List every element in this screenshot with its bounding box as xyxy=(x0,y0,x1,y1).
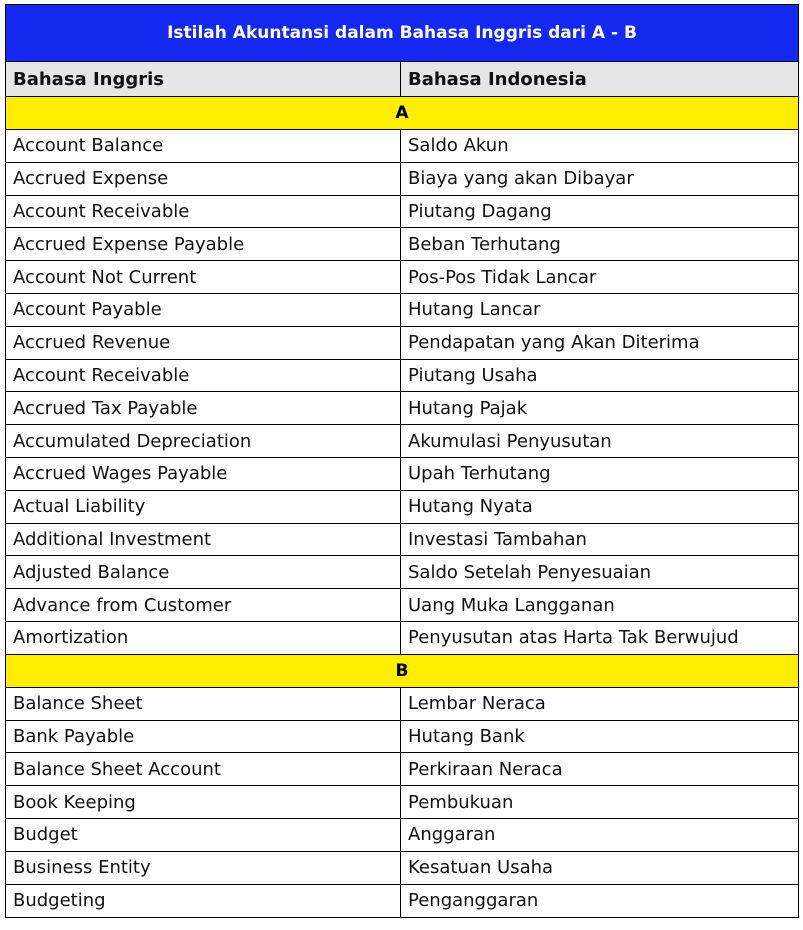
term-english: Budget xyxy=(6,819,401,851)
table-row xyxy=(6,556,798,589)
term-english: Account Not Current xyxy=(6,261,401,293)
term-indonesian: Hutang Pajak xyxy=(408,397,528,419)
term-english: Accrued Expense Payable xyxy=(6,228,401,260)
term-indonesian: Hutang Nyata xyxy=(408,496,533,518)
term-indonesian: Hutang Lancar xyxy=(408,299,541,321)
table-row xyxy=(6,852,798,885)
term-english: Advance from Customer xyxy=(6,589,401,621)
term-english: Budgeting xyxy=(6,885,401,918)
term-english: Accumulated Depreciation xyxy=(6,425,401,457)
term-indonesian: Perkiraan Neraca xyxy=(408,758,563,780)
table-row xyxy=(6,885,798,918)
table-row xyxy=(6,392,798,425)
header-bahasa-indonesia: Bahasa Indonesia xyxy=(408,68,587,90)
table-title: Istilah Akuntansi dalam Bahasa Inggris dari A - B xyxy=(6,5,798,62)
term-indonesian: Hutang Bank xyxy=(408,725,525,747)
term-english: Accrued Expense xyxy=(6,163,401,195)
table-body xyxy=(6,97,798,917)
term-english: Account Receivable xyxy=(6,360,401,392)
table-row xyxy=(6,196,798,229)
term-indonesian: Saldo Setelah Penyesuaian xyxy=(408,561,652,583)
term-indonesian: Anggaran xyxy=(408,824,496,846)
term-english: Bank Payable xyxy=(6,721,401,753)
term-english: Balance Sheet Account xyxy=(6,753,401,785)
term-indonesian: Upah Terhutang xyxy=(408,463,551,485)
term-english: Account Receivable xyxy=(6,196,401,228)
table-row xyxy=(6,261,798,294)
table-row xyxy=(6,327,798,360)
table-row xyxy=(6,130,798,163)
term-indonesian: Kesatuan Usaha xyxy=(408,857,554,879)
term-indonesian: Penganggaran xyxy=(408,890,539,912)
table-row xyxy=(6,524,798,557)
table-row xyxy=(6,458,798,491)
term-indonesian: Pos-Pos Tidak Lancar xyxy=(408,266,597,288)
term-indonesian: Pembukuan xyxy=(408,791,514,813)
table-row xyxy=(6,425,798,458)
table-row xyxy=(6,688,798,721)
table-row xyxy=(6,622,798,655)
term-indonesian: Penyusutan atas Harta Tak Berwujud xyxy=(408,627,739,649)
table-row xyxy=(6,819,798,852)
term-english: Account Payable xyxy=(6,294,401,326)
term-indonesian: Lembar Neraca xyxy=(408,693,546,715)
table-row xyxy=(6,163,798,196)
glossary-table xyxy=(5,4,799,918)
term-indonesian: Piutang Dagang xyxy=(408,200,552,222)
term-indonesian: Akumulasi Penyusutan xyxy=(408,430,612,452)
term-indonesian: Investasi Tambahan xyxy=(408,528,587,550)
term-indonesian: Uang Muka Langganan xyxy=(408,594,615,616)
term-english: Accrued Revenue xyxy=(6,327,401,359)
term-indonesian: Piutang Usaha xyxy=(408,364,538,386)
term-english: Amortization xyxy=(6,622,401,654)
term-indonesian: Saldo Akun xyxy=(408,135,509,157)
table-row xyxy=(6,360,798,393)
term-indonesian: Biaya yang akan Dibayar xyxy=(408,168,634,190)
term-english: Adjusted Balance xyxy=(6,556,401,588)
term-english: Balance Sheet xyxy=(6,688,401,720)
term-english: Additional Investment xyxy=(6,524,401,556)
term-english: Accrued Wages Payable xyxy=(6,458,401,490)
table-header-row xyxy=(6,62,798,97)
section-header-b: B xyxy=(6,655,798,688)
term-english: Account Balance xyxy=(6,130,401,162)
term-english: Accrued Tax Payable xyxy=(6,392,401,424)
table-row xyxy=(6,786,798,819)
table-row xyxy=(6,721,798,754)
term-english: Business Entity xyxy=(6,852,401,884)
term-english: Actual Liability xyxy=(6,491,401,523)
header-bahasa-inggris: Bahasa Inggris xyxy=(6,62,401,96)
term-indonesian: Beban Terhutang xyxy=(408,233,561,255)
table-row xyxy=(6,228,798,261)
table-row xyxy=(6,753,798,786)
section-header-a: A xyxy=(6,97,798,130)
term-indonesian: Pendapatan yang Akan Diterima xyxy=(408,332,700,354)
table-row xyxy=(6,589,798,622)
term-english: Book Keeping xyxy=(6,786,401,818)
table-row xyxy=(6,491,798,524)
table-row xyxy=(6,294,798,327)
